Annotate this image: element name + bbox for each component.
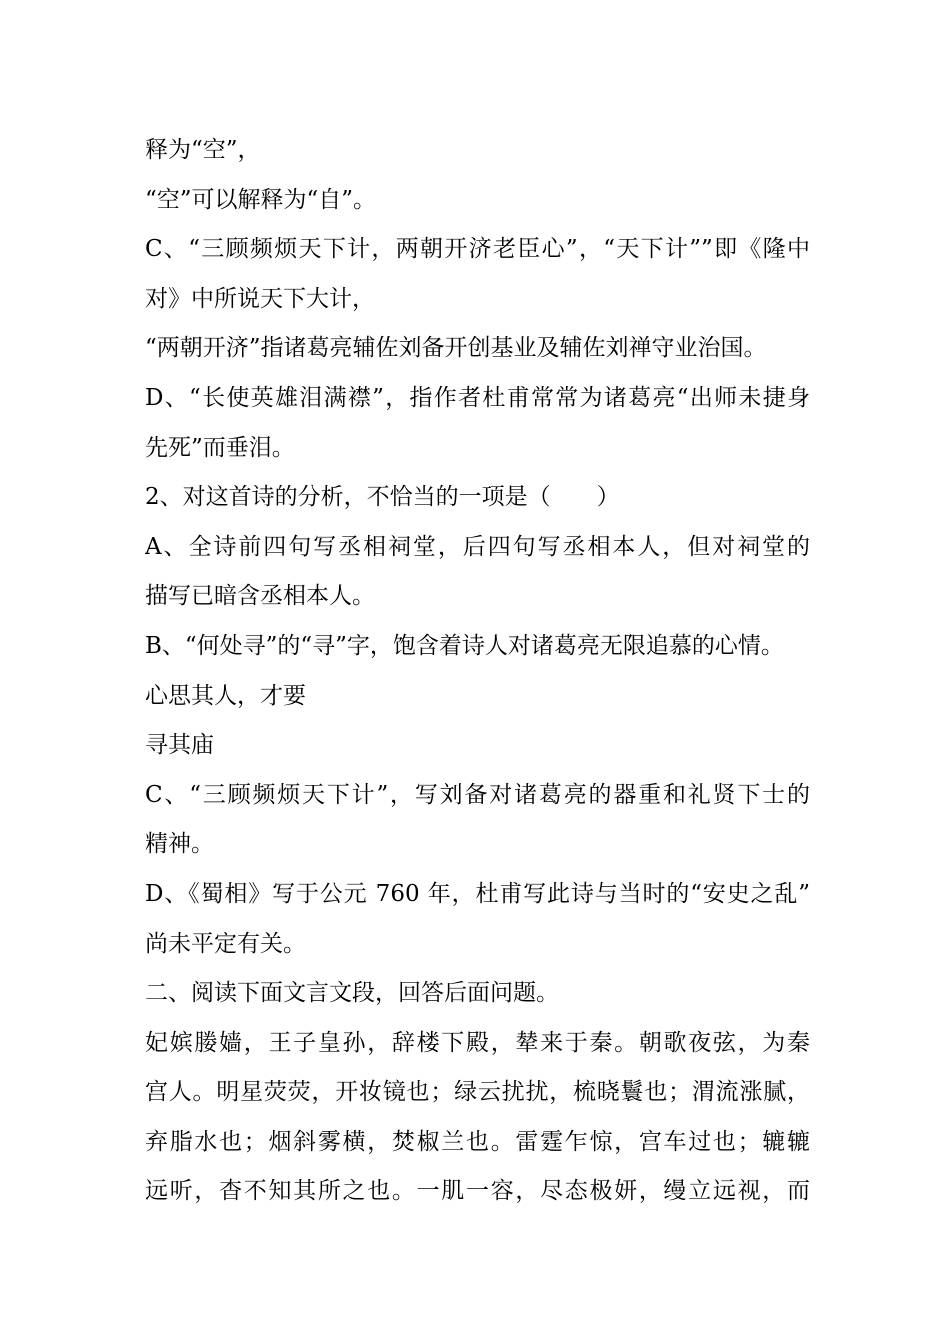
text-line: 宫人。明星荧荧，开妆镜也；绿云扰扰，梳晓鬟也；渭流涨腻， xyxy=(145,1079,810,1106)
text-line: “空”可以解释为“自”。 xyxy=(145,186,377,213)
text-line: 寻其庙 xyxy=(145,732,214,759)
text-line: 先死”而垂泪。 xyxy=(145,434,295,461)
text-line: D、《蜀相》写于公元 760 年，杜甫写此诗与当时的“安史之乱” xyxy=(145,880,810,907)
text-line: 妃嫔媵嫱，王子皇孙，辞楼下殿，辇来于秦。朝歌夜弦，为秦 xyxy=(145,1029,810,1056)
text-line: 2、对这首诗的分析，不恰当的一项是（ ） xyxy=(145,484,620,511)
text-line: 弃脂水也；烟斜雾横，焚椒兰也。雷霆乍惊，宫车过也；辘辘 xyxy=(145,1128,810,1155)
text-line: C、“三顾频烦天下计，两朝开济老臣心”，“天下计””即《隆中 xyxy=(145,236,810,263)
body-text xyxy=(145,126,810,1217)
text-line: B、“何处寻”的“寻”字，饱含着诗人对诸葛亮无限追慕的心情。 xyxy=(145,632,784,659)
text-line: 尚未平定有关。 xyxy=(145,930,306,957)
text-line: 远听，杳不知其所之也。一肌一容，尽态极妍，缦立远视，而 xyxy=(145,1178,810,1205)
text-line: 释为“空”， xyxy=(145,137,261,163)
text-line: A、全诗前四句写丞相祠堂，后四句写丞相本人，但对祠堂的 xyxy=(145,533,810,560)
text-line: 心思其人，才要 xyxy=(145,682,306,709)
text-line: 对》中所说天下大计， xyxy=(145,285,375,312)
text-line: 精神。 xyxy=(145,831,214,858)
text-line: D、“长使英雄泪满襟”，指作者杜甫常常为诸葛亮“出师未捷身 xyxy=(145,384,810,411)
text-line: C、“三顾频烦天下计”，写刘备对诸葛亮的器重和礼贤下士的 xyxy=(145,781,810,808)
text-line: 描写已暗含丞相本人。 xyxy=(145,583,375,610)
text-line: “两朝开济”指诸葛亮辅佐刘备开创基业及辅佐刘禅守业治国。 xyxy=(145,335,767,362)
text-line: 二、阅读下面文言文段，回答后面问题。 xyxy=(145,980,559,1007)
